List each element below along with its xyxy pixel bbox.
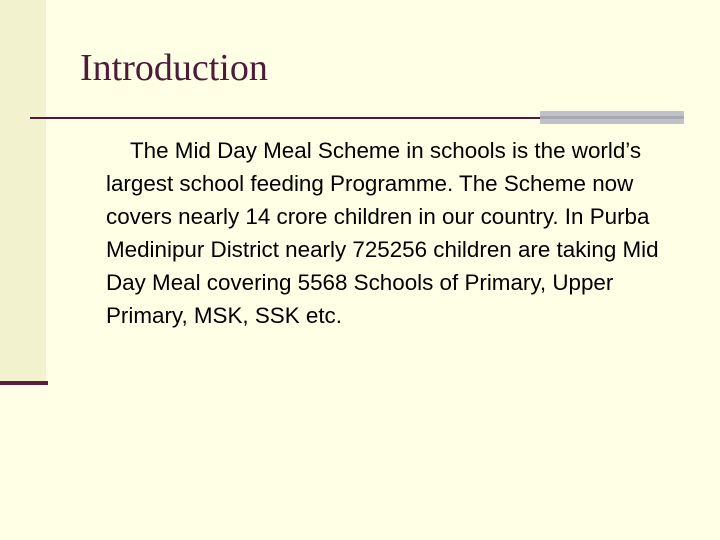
title-divider xyxy=(30,117,540,119)
slide-body-text: The Mid Day Meal Scheme in schools is the world’s largest school feeding Programme. The Scheme now covers nearly 14 crore children in our country. In Purba Medinipur District nearly 725256 children are taking Mid Day Meal covering 5568 Schools of Primary, Upper Primary, MSK, SSK etc. xyxy=(106,138,659,328)
slide-title: Introduction xyxy=(80,47,268,89)
left-decorative-band xyxy=(0,0,46,384)
title-accent-bar xyxy=(540,111,684,124)
left-band-rule xyxy=(0,381,48,385)
